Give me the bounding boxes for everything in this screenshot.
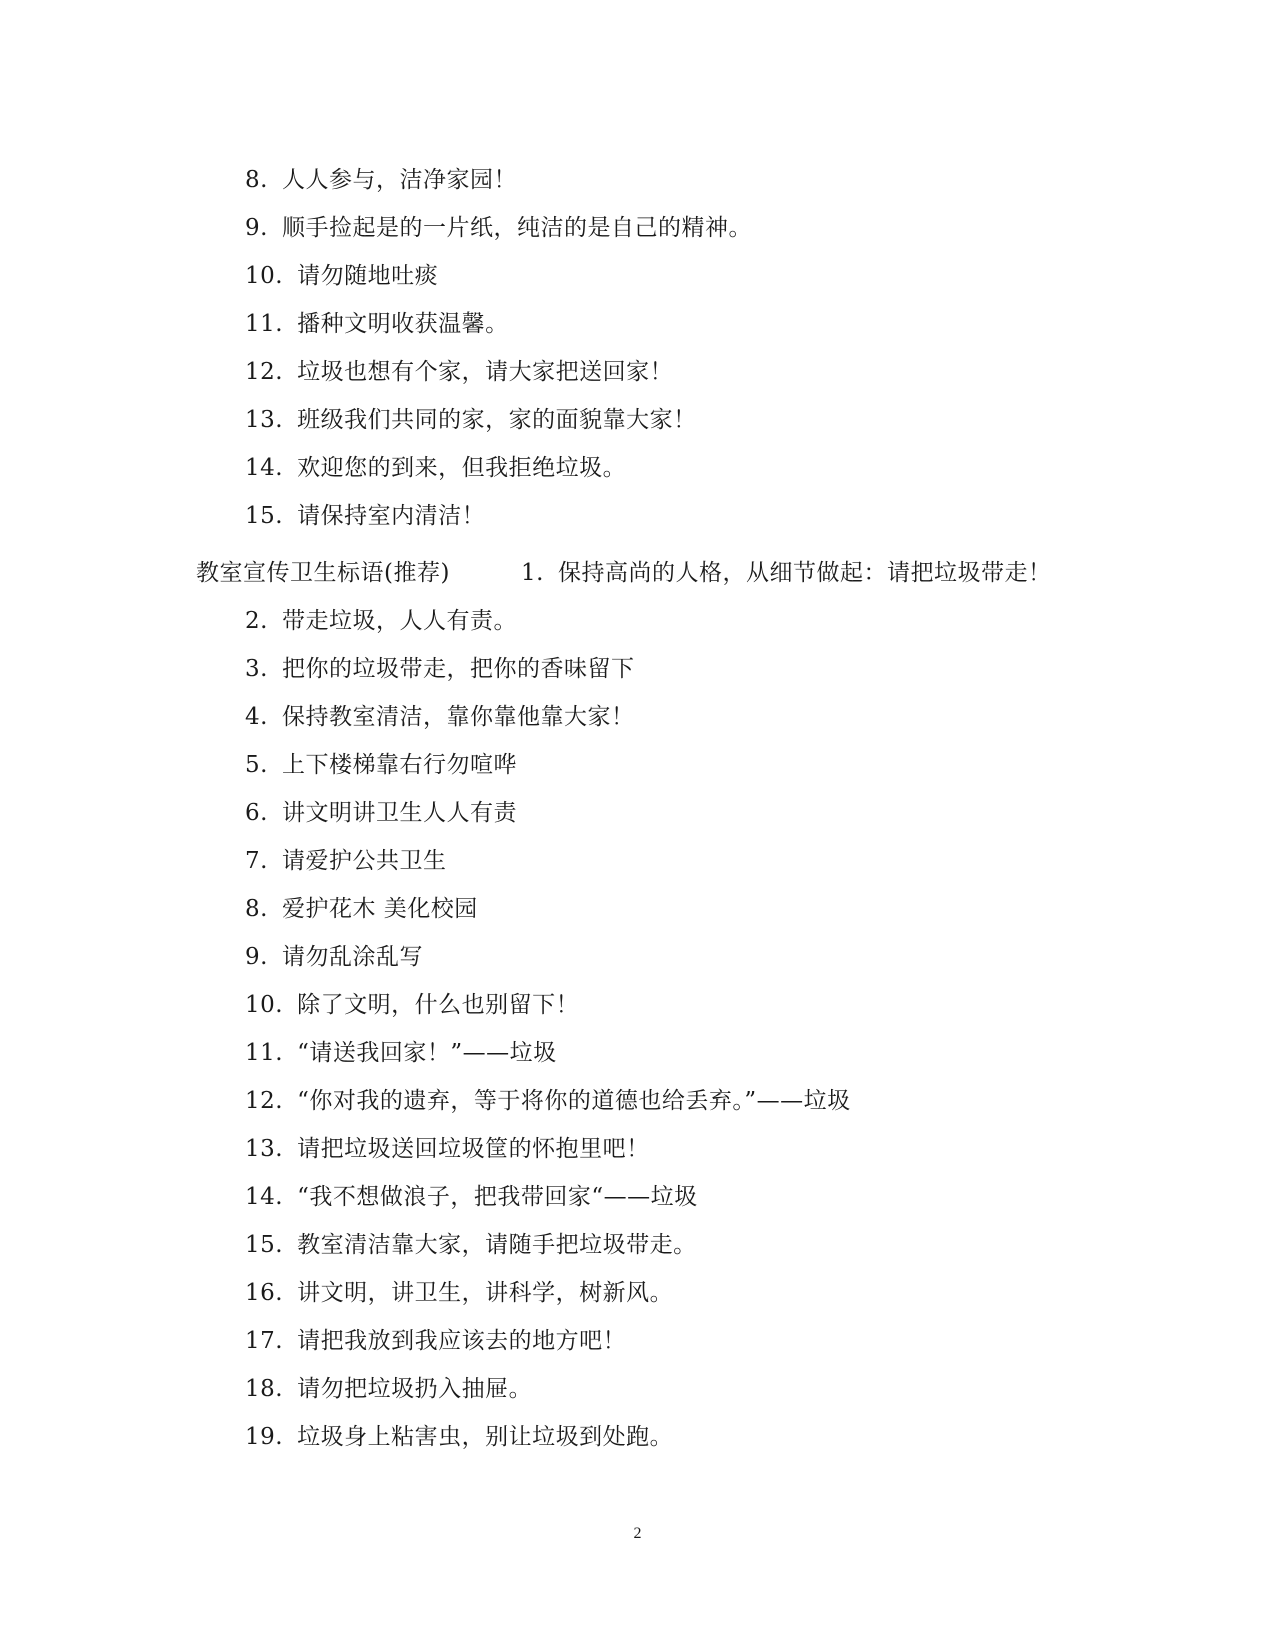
item-text: 保持教室清洁，靠你靠他靠大家！ [281, 704, 635, 730]
list-item [245, 448, 626, 488]
item-number: 9. [245, 215, 268, 241]
item-text: 请勿乱涂乱写 [281, 944, 423, 970]
item-text: 保持高尚的人格，从细节做起：请把垃圾带走！ [557, 560, 1052, 586]
item-text: 请保持室内清洁！ [297, 503, 486, 529]
item-number: 8. [245, 896, 268, 922]
item-text: 把你的垃圾带走，把你的香味留下 [281, 656, 635, 682]
list-item [245, 160, 517, 200]
list-item [245, 496, 485, 536]
list-item [245, 1369, 532, 1409]
item-number: 3. [245, 656, 268, 682]
list-item [245, 793, 517, 833]
item-text: “你对我的遗弃，等于将你的道德也给丢弃。”——垃圾 [297, 1088, 851, 1114]
item-number: 12. [245, 1088, 284, 1114]
item-text: 请勿把垃圾扔入抽屉。 [297, 1376, 533, 1402]
item-number: 11. [245, 311, 284, 337]
item-number: 13. [245, 1136, 284, 1162]
item-number: 12. [245, 359, 284, 385]
list-item [245, 1321, 626, 1361]
item-text: 请把我放到我应该去的地方吧！ [297, 1328, 627, 1354]
item-number: 14. [245, 455, 284, 481]
item-text: 除了文明，什么也别留下！ [297, 992, 580, 1018]
page-number: 2 [633, 1525, 642, 1542]
item-text: 请爱护公共卫生 [281, 848, 447, 874]
item-number: 19. [245, 1424, 284, 1450]
item-text: “我不想做浪子，把我带回家“——垃圾 [297, 1184, 698, 1210]
list-item [245, 352, 673, 392]
list-item [245, 1033, 557, 1073]
item-text: 讲文明，讲卫生，讲科学，树新风。 [297, 1280, 674, 1306]
item-number: 10. [245, 992, 284, 1018]
item-number: 10. [245, 263, 284, 289]
list-item [245, 649, 634, 689]
list-item [245, 256, 438, 296]
item-number: 5. [245, 752, 268, 778]
list-item [245, 400, 697, 440]
item-text: 上下楼梯靠右行勿喧哗 [281, 752, 517, 778]
item-text: 播种文明收获温馨。 [297, 311, 509, 337]
item-number: 17. [245, 1328, 284, 1354]
list-item [245, 1081, 851, 1121]
list-item [245, 889, 478, 929]
item-text: 垃圾也想有个家，请大家把送回家！ [297, 359, 674, 385]
list-item [245, 601, 517, 641]
item-number: 2. [245, 608, 268, 634]
item-text: 带走垃圾，人人有责。 [281, 608, 517, 634]
item-text: 教室清洁靠大家，请随手把垃圾带走。 [297, 1232, 697, 1258]
item-number: 15. [245, 503, 284, 529]
item-number: 11. [245, 1040, 284, 1066]
item-number: 15. [245, 1232, 284, 1258]
item-number: 4. [245, 704, 268, 730]
item-number: 13. [245, 407, 284, 433]
item-text: 顺手捡起是的一片纸，纯洁的是自己的精神。 [281, 215, 752, 241]
list-item [245, 937, 423, 977]
item-number: 14. [245, 1184, 284, 1210]
section-title: 教室宣传卫生标语(推荐) [196, 560, 450, 586]
list-item [245, 745, 517, 785]
list-item [245, 985, 579, 1025]
item-number: 6. [245, 800, 268, 826]
item-number: 1. [521, 560, 544, 586]
list-item [245, 1273, 673, 1313]
section-heading-line [196, 553, 1051, 593]
item-text: 请勿随地吐痰 [297, 263, 439, 289]
item-text: “请送我回家！”——垃圾 [297, 1040, 557, 1066]
item-number: 8. [245, 167, 268, 193]
item-number: 16. [245, 1280, 284, 1306]
list-item [245, 1225, 697, 1265]
list-item [245, 1177, 698, 1217]
list-item [245, 1129, 650, 1169]
item-text: 讲文明讲卫生人人有责 [281, 800, 517, 826]
list-item [245, 697, 634, 737]
item-number: 9. [245, 944, 268, 970]
item-text: 欢迎您的到来，但我拒绝垃圾。 [297, 455, 627, 481]
item-number: 18. [245, 1376, 284, 1402]
item-text: 班级我们共同的家，家的面貌靠大家！ [297, 407, 697, 433]
item-number: 7. [245, 848, 268, 874]
list-item [245, 304, 509, 344]
list-item [245, 1417, 673, 1457]
item-text: 人人参与，洁净家园！ [281, 167, 517, 193]
item-text: 垃圾身上粘害虫，别让垃圾到处跑。 [297, 1424, 674, 1450]
list-item [245, 841, 446, 881]
item-text: 请把垃圾送回垃圾筐的怀抱里吧！ [297, 1136, 650, 1162]
item-text: 爱护花木 美化校园 [281, 896, 478, 922]
list-item [245, 208, 752, 248]
